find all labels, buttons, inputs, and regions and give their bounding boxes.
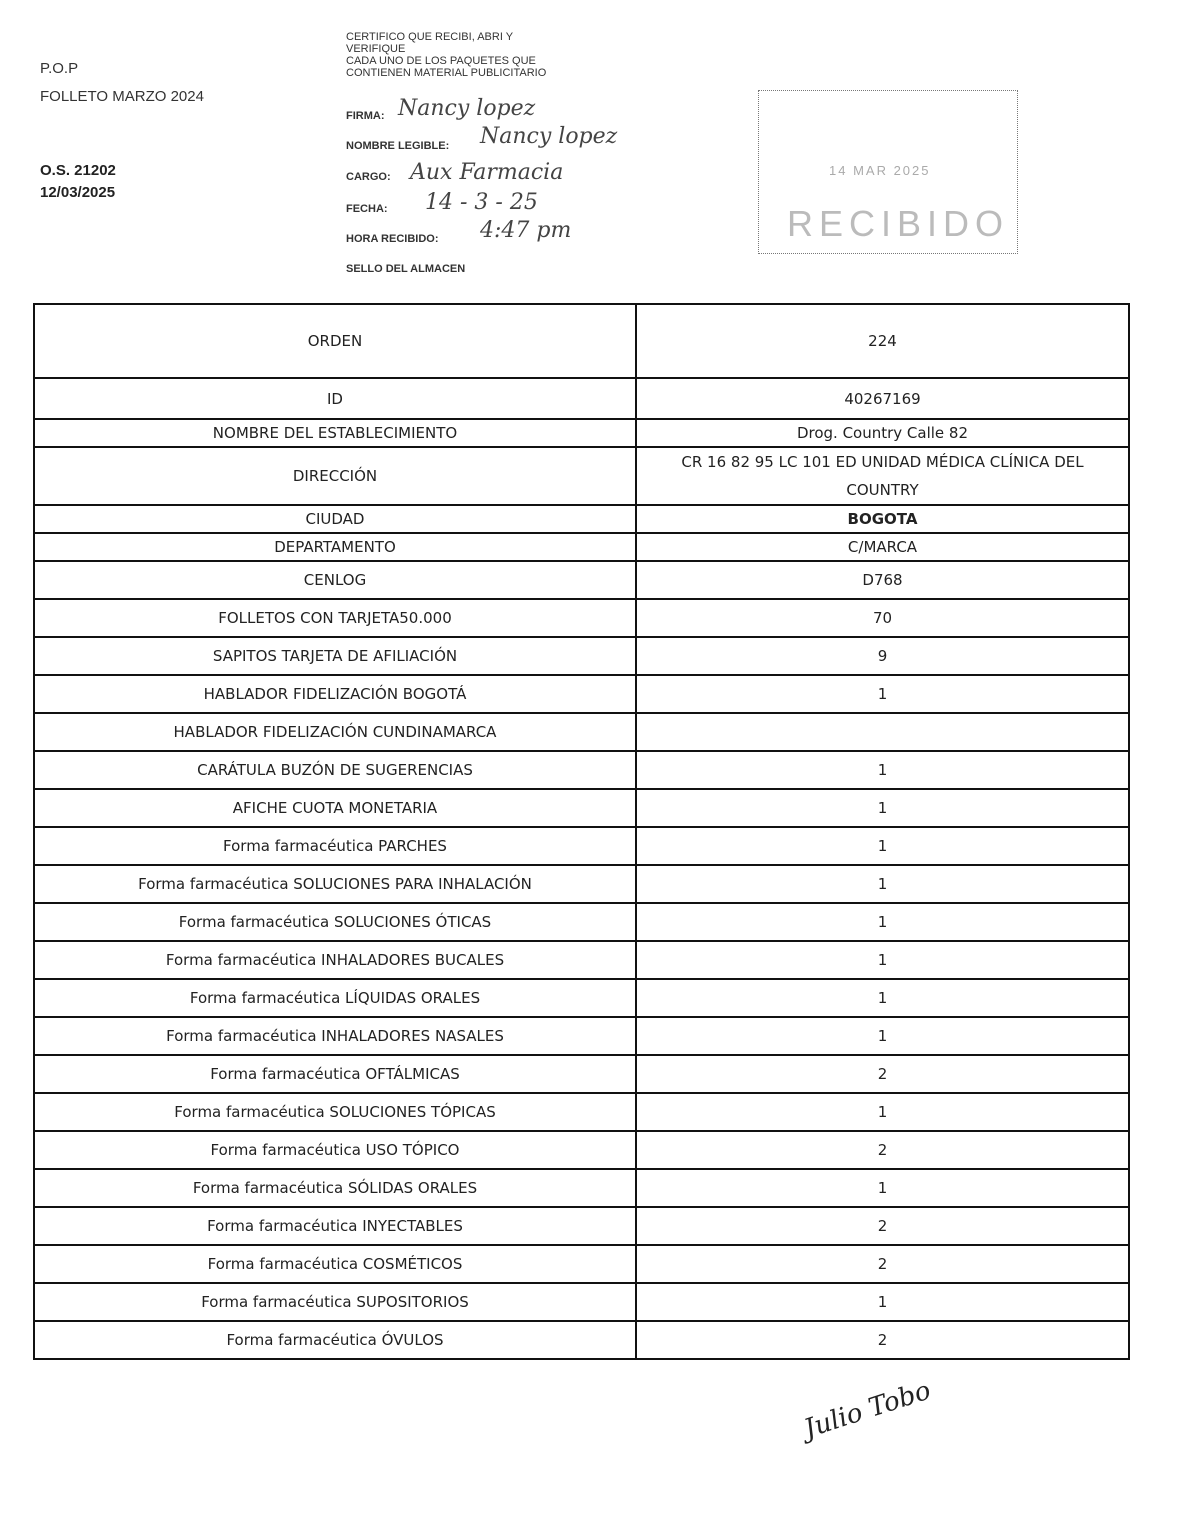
row-label: CARÁTULA BUZÓN DE SUGERENCIAS xyxy=(34,751,636,789)
table-row xyxy=(34,1207,1129,1245)
fecha-value: 14 - 3 - 25 xyxy=(425,190,538,215)
table-row xyxy=(34,1017,1129,1055)
row-label: HABLADOR FIDELIZACIÓN BOGOTÁ xyxy=(34,675,636,713)
header-left xyxy=(40,60,204,106)
row-value: 1 xyxy=(636,1093,1129,1131)
row-value: D768 xyxy=(636,561,1129,599)
row-value: 1 xyxy=(636,1283,1129,1321)
row-value: 1 xyxy=(636,941,1129,979)
row-value: 1 xyxy=(636,789,1129,827)
table-row xyxy=(34,637,1129,675)
row-value xyxy=(636,713,1129,751)
table-row xyxy=(34,419,1129,447)
row-value: CR 16 82 95 LC 101 ED UNIDAD MÉDICA CLÍNICA DEL COUNTRY xyxy=(636,447,1129,505)
os-date: 12/03/2025 xyxy=(40,184,116,201)
table-row xyxy=(34,751,1129,789)
row-value: BOGOTA xyxy=(636,505,1129,533)
row-label: ORDEN xyxy=(34,304,636,378)
nombre-legible-value: Nancy lopez xyxy=(480,124,618,149)
firma-label: FIRMA: xyxy=(346,110,385,122)
row-label: Forma farmacéutica LÍQUIDAS ORALES xyxy=(34,979,636,1017)
row-label: DEPARTAMENTO xyxy=(34,533,636,561)
table-row xyxy=(34,941,1129,979)
table-row xyxy=(34,447,1129,505)
row-label: Forma farmacéutica SOLUCIONES ÓTICAS xyxy=(34,903,636,941)
row-label: Forma farmacéutica SOLUCIONES TÓPICAS xyxy=(34,1093,636,1131)
row-value: 2 xyxy=(636,1131,1129,1169)
table-row xyxy=(34,1283,1129,1321)
os-number: O.S. 21202 xyxy=(40,162,116,179)
row-label: Forma farmacéutica SÓLIDAS ORALES xyxy=(34,1169,636,1207)
delivery-table xyxy=(33,303,1130,1360)
row-value: 1 xyxy=(636,1169,1129,1207)
row-value: 70 xyxy=(636,599,1129,637)
row-label: DIRECCIÓN xyxy=(34,447,636,505)
table-row xyxy=(34,827,1129,865)
table-row xyxy=(34,505,1129,533)
row-label: CIUDAD xyxy=(34,505,636,533)
row-label: HABLADOR FIDELIZACIÓN CUNDINAMARCA xyxy=(34,713,636,751)
row-value: 1 xyxy=(636,827,1129,865)
row-value: 1 xyxy=(636,751,1129,789)
row-label: Forma farmacéutica SUPOSITORIOS xyxy=(34,1283,636,1321)
table-row xyxy=(34,979,1129,1017)
table-row xyxy=(34,713,1129,751)
pop-label: P.O.P xyxy=(40,60,79,77)
cargo-value: Aux Farmacia xyxy=(410,160,564,185)
table-row xyxy=(34,1321,1129,1359)
certificate-text xyxy=(346,31,646,79)
table-row xyxy=(34,865,1129,903)
row-label: FOLLETOS CON TARJETA50.000 xyxy=(34,599,636,637)
hora-recibido-label: HORA RECIBIDO: xyxy=(346,233,439,245)
order-service-block xyxy=(40,160,116,204)
table-row xyxy=(34,533,1129,561)
row-label: Forma farmacéutica USO TÓPICO xyxy=(34,1131,636,1169)
table-row xyxy=(34,1131,1129,1169)
folleto-title: FOLLETO MARZO 2024 xyxy=(40,88,204,105)
table-row xyxy=(34,1169,1129,1207)
row-label: CENLOG xyxy=(34,561,636,599)
table-row xyxy=(34,304,1129,378)
row-label: AFICHE CUOTA MONETARIA xyxy=(34,789,636,827)
cert-line: CERTIFICO QUE RECIBI, ABRI Y xyxy=(346,31,514,43)
stamp-word: RECIBIDO xyxy=(787,203,1010,244)
row-value: C/MARCA xyxy=(636,533,1129,561)
row-value: 40267169 xyxy=(636,378,1129,419)
row-label: Forma farmacéutica INHALADORES BUCALES xyxy=(34,941,636,979)
row-label: Forma farmacéutica ÓVULOS xyxy=(34,1321,636,1359)
table-row xyxy=(34,675,1129,713)
row-label: Forma farmacéutica INYECTABLES xyxy=(34,1207,636,1245)
firma-signature: Nancy lopez xyxy=(398,96,536,121)
cargo-label: CARGO: xyxy=(346,171,391,183)
row-label: SAPITOS TARJETA DE AFILIACIÓN xyxy=(34,637,636,675)
row-label: Forma farmacéutica SOLUCIONES PARA INHALACIÓN xyxy=(34,865,636,903)
row-label: ID xyxy=(34,378,636,419)
row-value: Drog. Country Calle 82 xyxy=(636,419,1129,447)
row-value: 2 xyxy=(636,1245,1129,1283)
table-row xyxy=(34,599,1129,637)
table-row xyxy=(34,378,1129,419)
table-row xyxy=(34,789,1129,827)
row-value: 2 xyxy=(636,1055,1129,1093)
table-row xyxy=(34,1245,1129,1283)
row-value: 2 xyxy=(636,1321,1129,1359)
row-value: 1 xyxy=(636,865,1129,903)
table-row xyxy=(34,903,1129,941)
warehouse-stamp xyxy=(758,90,1018,254)
cert-line: CADA UNO DE LOS PAQUETES QUE xyxy=(346,55,536,67)
row-value: 2 xyxy=(636,1207,1129,1245)
row-value: 1 xyxy=(636,1017,1129,1055)
row-value: 224 xyxy=(636,304,1129,378)
cert-line: VERIFIQUE xyxy=(346,43,406,55)
row-label: Forma farmacéutica INHALADORES NASALES xyxy=(34,1017,636,1055)
row-label: Forma farmacéutica PARCHES xyxy=(34,827,636,865)
table-row xyxy=(34,561,1129,599)
row-value: 1 xyxy=(636,903,1129,941)
row-label: Forma farmacéutica COSMÉTICOS xyxy=(34,1245,636,1283)
row-label: Forma farmacéutica OFTÁLMICAS xyxy=(34,1055,636,1093)
row-value: 1 xyxy=(636,979,1129,1017)
cert-line: CONTIENEN MATERIAL PUBLICITARIO xyxy=(346,67,547,79)
footer-signature: Julio Tobo xyxy=(800,1375,935,1445)
stamp-date: 14 MAR 2025 xyxy=(829,163,931,178)
sello-label: SELLO DEL ALMACEN xyxy=(346,263,466,275)
table-row xyxy=(34,1055,1129,1093)
row-value: 9 xyxy=(636,637,1129,675)
fecha-label: FECHA: xyxy=(346,203,388,215)
hora-recibido-value: 4:47 pm xyxy=(480,218,572,243)
nombre-legible-label: NOMBRE LEGIBLE: xyxy=(346,140,450,152)
row-label: NOMBRE DEL ESTABLECIMIENTO xyxy=(34,419,636,447)
row-value: 1 xyxy=(636,675,1129,713)
table-row xyxy=(34,1093,1129,1131)
